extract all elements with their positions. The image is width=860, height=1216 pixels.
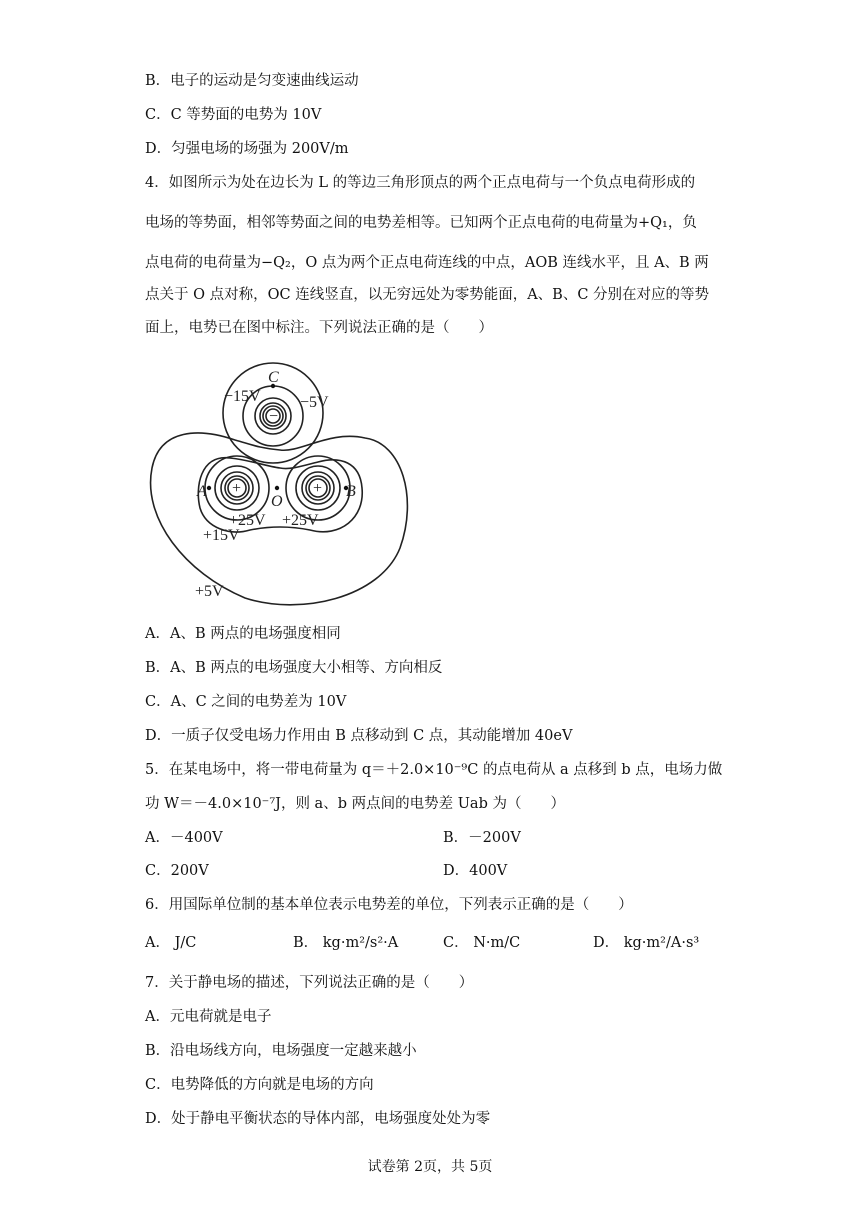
label-plus5v: +5V: [195, 583, 224, 600]
q4-option-d: D．一质子仅受电场力作用由 B 点移动到 C 点，其动能增加 40eV: [145, 728, 573, 744]
q3-option-c: C．C 等势面的电势为 10V: [145, 107, 322, 123]
point-o-marker: [275, 486, 279, 490]
q5-option-b: B．－200V: [443, 830, 521, 846]
label-b: B: [346, 483, 356, 500]
q5-stem-line-1: 5．在某电场中，将一带电荷量为 q＝＋2.0×10⁻⁹C 的点电荷从 a 点移到 b 点，电场力做: [145, 762, 723, 778]
label-a: A: [197, 483, 207, 500]
q5-option-c: C．200V: [145, 863, 209, 879]
q6-option-a: A． J/C: [145, 935, 197, 951]
q5-option-d: D．400V: [443, 863, 508, 879]
positive-charge-sign-right: +: [313, 480, 323, 497]
q7-option-b: B．沿电场线方向，电场强度一定越来越小: [145, 1043, 417, 1059]
q3-option-d: D．匀强电场的场强为 200V/m: [145, 141, 349, 157]
q6-option-b: B． kg·m²/s²·A: [293, 935, 399, 951]
q4-option-a: A．A、B 两点的电场强度相同: [145, 626, 341, 642]
label-minus5v: −5V: [300, 394, 329, 411]
q4-stem-line-4: 点关于 O 点对称，OC 连线竖直，以无穷远处为零势能面，A、B、C 分别在对应的等势: [145, 287, 710, 303]
equipotential-figure: [140, 358, 420, 608]
q4-stem-line-1: 4．如图所示为处在边长为 L 的等边三角形顶点的两个正点电荷与一个负点电荷形成的: [145, 175, 696, 191]
label-minus15v: −15V: [224, 388, 261, 405]
q7-option-a: A．元电荷就是电子: [145, 1009, 272, 1025]
q5-stem-line-2: 功 W＝－4.0×10⁻⁷J，则 a、b 两点间的电势差 Uab 为（ ）: [145, 796, 565, 812]
q4-stem-line-3: 点电荷的电荷量为−Q₂，O 点为两个正点电荷连线的中点，AOB 连线水平，且 A、B 两: [145, 255, 709, 271]
q6-option-d: D． kg·m²/A·s³: [593, 935, 700, 951]
label-plus25v-right: +25V: [282, 512, 319, 529]
q4-option-b: B．A、B 两点的电场强度大小相等、方向相反: [145, 660, 443, 676]
negative-charge-sign: −: [269, 408, 279, 425]
q6-option-c: C． N·m/C: [443, 935, 521, 951]
q3-option-b: B．电子的运动是匀变速曲线运动: [145, 73, 359, 89]
q6-stem: 6．用国际单位制的基本单位表示电势差的单位，下列表示正确的是（ ）: [145, 897, 633, 913]
q5-option-a: A．－400V: [145, 830, 223, 846]
positive-charge-sign-left: +: [232, 480, 242, 497]
q7-stem: 7．关于静电场的描述，下列说法正确的是（ ）: [145, 975, 474, 991]
q4-stem-line-5: 面上，电势已在图中标注。下列说法正确的是（ ）: [145, 320, 493, 336]
q4-stem-line-2: 电场的等势面，相邻等势面之间的电势差相等。已知两个正点电荷的电荷量为+Q₁，负: [145, 215, 697, 231]
point-a-marker: [207, 486, 211, 490]
q4-option-c: C．A、C 之间的电势差为 10V: [145, 694, 347, 710]
q7-option-d: D．处于静电平衡状态的导体内部，电场强度处处为零: [145, 1111, 491, 1127]
label-o: O: [271, 493, 283, 510]
page-footer: 试卷第 2页，共 5页: [367, 1159, 493, 1175]
label-plus25v-left: +25V: [229, 512, 266, 529]
label-c: C: [268, 369, 279, 386]
label-plus15v: +15V: [203, 527, 240, 544]
equipotential-plus5-curve: [151, 433, 408, 605]
q7-option-c: C．电势降低的方向就是电场的方向: [145, 1077, 374, 1093]
